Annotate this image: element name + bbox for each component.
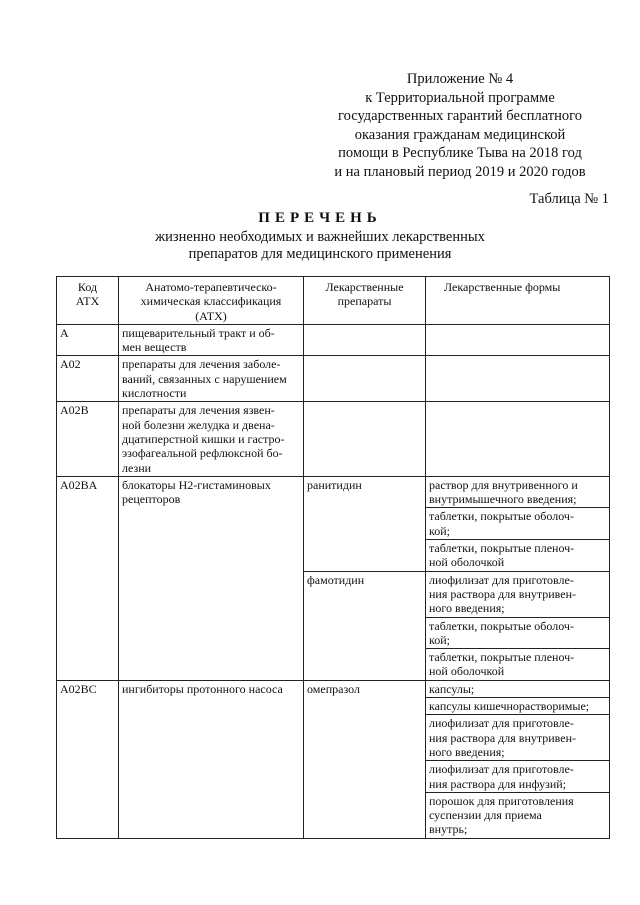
atc-code-cell: A02B [57, 402, 119, 476]
classification-line: эзофагеальной рефлюксной бо- [122, 446, 283, 461]
table-row [57, 680, 610, 838]
classification-line: кислотности [122, 386, 187, 401]
atc-code-cell: A [57, 324, 119, 356]
dosage-form-line: кой; [429, 632, 450, 647]
table-header-row [57, 277, 610, 325]
dosage-form-line: кой; [429, 523, 450, 538]
dosage-form-line: ной оболочкой [429, 664, 505, 679]
appendix-line: государственных гарантий бесплатного [338, 108, 582, 124]
dosage-form-line: капсулы; [429, 681, 475, 696]
dosage-form-item [426, 761, 609, 793]
dosage-form-line: таблетки, покрытые оболоч- [429, 509, 574, 524]
classification-line: препараты для лечения язвен- [122, 403, 275, 418]
atc-classification-cell [119, 680, 304, 838]
dosage-form-line: ной оболочкой [429, 555, 505, 570]
classification-line: ной болезни желудка и двена- [122, 417, 275, 432]
dosage-form-line: таблетки, покрытые оболоч- [429, 618, 574, 633]
appendix-line: оказания гражданам медицинской [354, 126, 566, 143]
classification-line: пищеварительный тракт и об- [122, 325, 275, 340]
table-number: Таблица № 1 [529, 191, 609, 207]
appendix-line: Приложение № 4 [406, 71, 514, 87]
atc-code-cell: A02 [57, 356, 119, 402]
column-header-drugs: Лекарственные препараты [304, 277, 426, 325]
appendix-header [310, 70, 610, 181]
dosage-form-line: внутрь; [429, 822, 468, 837]
dosage-form-line: ния раствора для внутривен- [429, 586, 577, 601]
dosage-form-line: суспензии для приема [429, 808, 542, 823]
atc-classification-cell [119, 324, 304, 356]
dosage-form-line: раствор для внутривенного и [429, 477, 578, 492]
appendix-line: к Территориальной программе [365, 89, 555, 106]
dosage-form-line: лиофилизат для приготовле- [429, 572, 574, 587]
drug-name-cell [304, 402, 426, 476]
dosage-form-line: ния раствора для инфузий; [429, 776, 567, 791]
dosage-form-item [426, 698, 609, 715]
table-row [57, 324, 610, 356]
dosage-form-line: ного введения; [429, 601, 505, 616]
subtitle-line: препаратов для медицинского применения [188, 246, 452, 262]
drug-name-cell: фамотидин [304, 571, 426, 680]
dosage-form-line: порошок для приготовления [429, 793, 574, 808]
drug-name-cell: ранитидин [304, 476, 426, 571]
dosage-form-item [426, 793, 609, 838]
appendix-line: и на плановый период 2019 и 2020 годов [334, 163, 586, 180]
dosage-forms-cell [426, 356, 610, 402]
classification-line: ваний, связанных с нарушением [122, 371, 287, 386]
atc-classification-cell [119, 356, 304, 402]
table-row [57, 356, 610, 402]
classification-line: ингибиторы протонного насоса [122, 681, 283, 696]
dosage-form-item [426, 540, 609, 571]
classification-line: препараты для лечения заболе- [122, 357, 281, 372]
column-header-classification: Анатомо-терапевтическо- химическая классификация (АТХ) [119, 277, 304, 325]
dosage-forms-cell [426, 402, 610, 476]
classification-line: мен веществ [122, 340, 187, 355]
classification-line: рецепторов [122, 492, 181, 507]
dosage-form-line: внутримышечного введения; [429, 492, 577, 507]
classification-line: дцатиперстной кишки и гастро- [122, 431, 285, 446]
dosage-form-line: таблетки, покрытые пленоч- [429, 541, 575, 556]
dosage-form-line: таблетки, покрытые пленоч- [429, 650, 575, 665]
dosage-form-item [426, 477, 609, 509]
drug-name-cell [304, 324, 426, 356]
atc-code-cell: A02BC [57, 680, 119, 838]
dosage-form-line: лиофилизат для приготовле- [429, 762, 574, 777]
dosage-forms-cell [426, 571, 610, 680]
atc-classification-cell [119, 476, 304, 680]
document-title: ПЕРЕЧЕНЬ [258, 210, 382, 226]
atc-code-cell: A02BA [57, 476, 119, 680]
dosage-form-item [426, 508, 609, 540]
dosage-form-item [426, 681, 609, 698]
dosage-form-line: лиофилизат для приготовле- [429, 716, 574, 731]
dosage-form-line: капсулы кишечнорастворимые; [429, 699, 590, 714]
subtitle-line: жизненно необходимых и важнейших лекарственных [155, 229, 485, 245]
drug-list-table [56, 276, 610, 839]
appendix-line: помощи в Республике Тыва на 2018 год [338, 145, 582, 161]
dosage-form-item [426, 715, 609, 761]
column-header-code: Код АТХ [57, 277, 119, 325]
drug-name-cell [304, 356, 426, 402]
column-header-forms: Лекарственные формы [426, 277, 610, 325]
dosage-forms-cell [426, 680, 610, 838]
dosage-form-item [426, 649, 609, 680]
dosage-form-line: ного введения; [429, 744, 505, 759]
dosage-forms-cell [426, 324, 610, 356]
drug-name-cell: омепразол [304, 680, 426, 838]
document-subtitle [0, 229, 640, 263]
dosage-form-item [426, 618, 609, 650]
table-row [57, 476, 610, 571]
table-body [57, 324, 610, 838]
dosage-forms-cell [426, 476, 610, 571]
classification-line: блокаторы Н2-гистаминовых [122, 477, 271, 492]
classification-line: лезни [122, 460, 152, 475]
dosage-form-line: ния раствора для внутривен- [429, 730, 577, 745]
atc-classification-cell [119, 402, 304, 476]
table-row [57, 402, 610, 476]
dosage-form-item [426, 572, 609, 618]
